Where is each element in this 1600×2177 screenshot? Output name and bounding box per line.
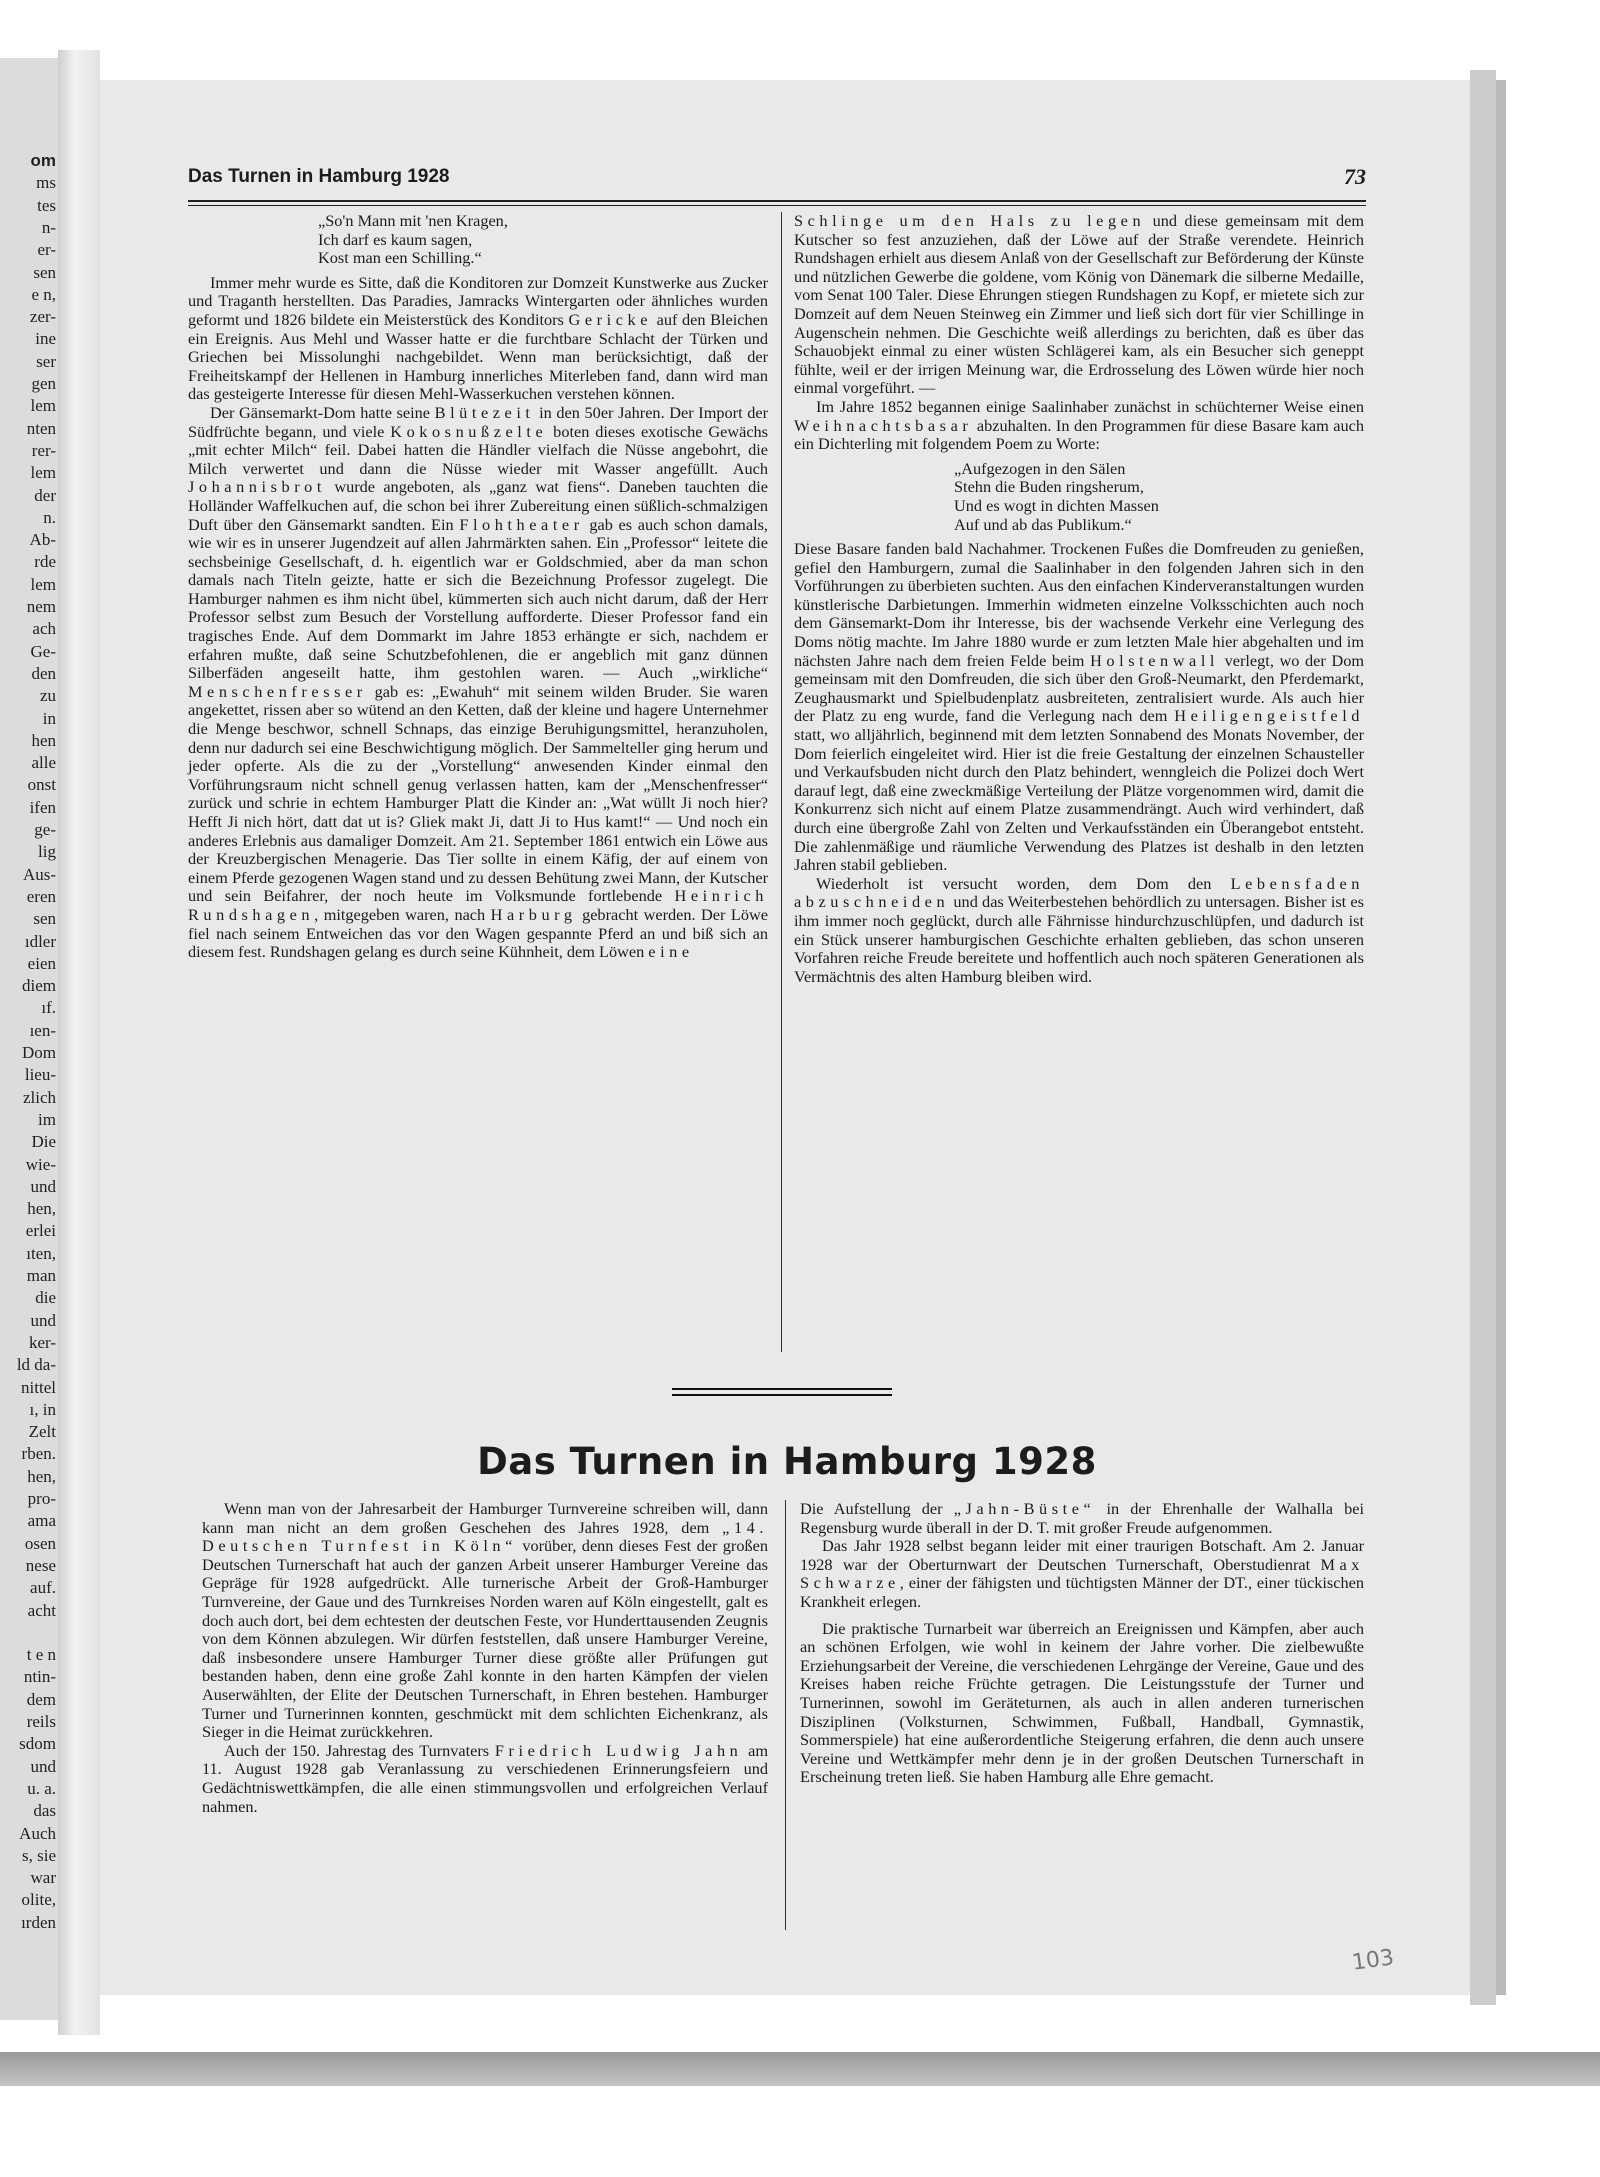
poem-line: „So'n Mann mit 'nen Kragen, (318, 211, 508, 230)
poem-2 (794, 460, 1364, 534)
fragment-line: in (42, 708, 56, 728)
paragraph: Schlinge um den Hals zu legen und diese gemeinsam mit dem Kutscher so fest anzuziehen, daß der Löwe auf der Straße verendete. Heinrich Rundshagen erhielt aus diesem Anlaß von der Gesellschaft zur Beförderung der Künste und nützlichen Gewerbe die goldene, vom König von Dänemark die silberne Medaille, vom Senat 100 Taler. Diese Ehrungen stiegen Rundshagen zu Kopf, er mietete sich zur Domzeit auf dem Neuen Steinweg ein Zimmer und ließ sich dort für vier Schillinge in Augenschein nehmen. Die Geschichte weiß allerdings zu berichten, daß es über das Schauobjekt einmal zu einer wüsten Schlägerei kam, als ein Besucher sich geneppt fühlte, weil er der irrigen Meinung war, die Erdrosselung des Löwen würde hier noch einmal vorgeführt. — (794, 211, 1365, 398)
fragment-line: ı, in (29, 1399, 56, 1419)
paragraph: Immer mehr wurde es Sitte, daß die Konditoren zur Domzeit Kunstwerke aus Zucker und Traganth herstellten. Das Paradies, Jamracks Wintergarten oder ähnliches wurden geformt und 1826 bildete ein Meisterstück des Konditors Gericke auf den Bleichen ein Ereignis. Aus Mehl und Wasser hatte er die furchtbare Schlacht der Türken und Griechen bei Missolunghi nachgebildet. Wenn man berücksichtigt, daß der Freiheitskampf der Hellenen in Hamburg innerliches Miterleben fand, dann wird man das gesteigerte Interesse für diesen Mehl-Wasserkuchen verstehen können. (188, 272, 768, 404)
fragment-line: und (30, 1310, 56, 1330)
article-title: Das Turnen in Hamburg 1928 (477, 1440, 1097, 1483)
page-edge (1470, 70, 1496, 2005)
scan-bottom-edge (0, 2052, 1600, 2086)
fragment-line: rben. (21, 1444, 56, 1464)
article2-right-column (800, 1500, 1364, 1787)
fragment-line: rer- (31, 440, 56, 460)
poem-line: Ich darf es kaum sagen, (318, 229, 473, 249)
fragment-line: alle (31, 753, 56, 773)
fragment-line: man (26, 1266, 56, 1285)
poem-1 (188, 212, 768, 268)
fragment-line: ker- (28, 1332, 56, 1352)
fragment-line: rde (34, 552, 56, 572)
fragment-line: Ge- (30, 641, 56, 661)
separator-rule (672, 1394, 892, 1396)
poem-line: Kost man een Schilling.“ (318, 248, 482, 268)
fragment-line: nem (26, 597, 56, 616)
paragraph: Auch der 150. Jahrestag des Turnvaters Friedrich Ludwig Jahn am 11. August 1928 gab Veranlassung zu verschiedenen Erinnerungsfeiern und Gedächtniswettkämpfen, die alle einen stimmungsvollen und erfolgreichen Verlauf nahmen. (202, 1740, 768, 1816)
running-header (188, 166, 1366, 192)
fragment-line: hen (31, 730, 56, 750)
running-title: Das Turnen in Hamburg 1928 (188, 166, 450, 187)
fragment-line: ge- (34, 820, 56, 839)
fragment-line: die (35, 1288, 56, 1308)
fragment-line: lem (30, 396, 56, 416)
fragment-line: eien (27, 953, 56, 973)
fragment-line: s, sie (22, 1845, 56, 1865)
fragment-line: ser (36, 351, 56, 371)
fragment-line: nittel (21, 1377, 56, 1397)
fragment-line: u. a. (27, 1778, 56, 1798)
paragraph: Im Jahre 1852 begannen einige Saalinhaber zunächst in schüchterner Weise einen Weihnachtsbasar abzuhalten. In den Programmen für diese Basare kam auch ein Dichterling mit folgendem Poem zu Worte: (794, 396, 1364, 454)
fragment-line: ine (35, 329, 56, 349)
fragment-line: und (30, 1756, 56, 1776)
fragment-line: er- (37, 240, 56, 260)
fragment-line: acht (27, 1600, 56, 1620)
paragraph: Wiederholt ist versucht worden, dem Dom den Lebensfaden abzuschneiden und das Weiterbestehen behördlich zu untersagen. Bisher ist es ihm immer noch geglückt, durch alle Fährnisse hindurchzuschlüpfen, und dadurch ist ein Stück unserer hamburgischen Geschichte erhalten geblieben, das schon unseren Vorfahren reiche Freude bereitete und hoffentlich auch noch späteren Generationen als Vermächtnis des alten Hamburg bleiben wird. (794, 873, 1364, 986)
paragraph: Wenn man von der Jahresarbeit der Hamburger Turnvereine schreiben will, dann kann man nicht an dem großen Geschehen des Jahres 1928, dem „14. Deutschen Turnfest in Köln“ vorüber, denn dieses Fest der großen Deutschen Turnerschaft hat auch der ganzen Arbeit unserer Hamburger Vereine das Gepräge für 1928 aufgedrückt. Alle turnerische Arbeit der Groß-Hamburger Turnvereine, der Gaue und des Turnkreises Norden waren auf Köln eingestellt, galt es doch auch dort, bei dem echtesten der deutschen Feste, vor Hunderttausenden Zeugnis von dem Können abzulegen. Wir dürfen feststellen, daß unsere Hamburger Vereine, daß insbesondere unsere Hamburger Turner diese größte aller Prüfungen gut bestanden haben, denn eine große Zahl konnte in den harten Kämpfen der vielen Auserwählten, der Elite der Deutschen Turnerschaft, in Ehren bestehen. Hamburger Turner und Turnerinnen konnten, geschmückt mit dem schlichten Eichenkranz, als Sieger in die Heimat zurückkehren. (202, 1499, 769, 1742)
column-rule (785, 1500, 786, 1930)
fragment-line: lem (30, 574, 56, 594)
fragment-line: tes (37, 195, 56, 215)
fragment-line: diem (22, 976, 56, 996)
fragment-line: Auch (19, 1823, 56, 1843)
fragment-line: im (38, 1109, 56, 1129)
paragraph: Die praktische Turnarbeit war überreich an Ereignissen und Kämpfen, aber auch an schönen Erfolgen, wie wohl in keinem der Jahre vorher. Die zielbewußte Erziehungsarbeit der Vereine, die verschiedenen Lehrgänge der Vereine, Gaue und des Kreises haben reiche Früchte getragen. Die Leistungsstufe der Turner und Turnerinnen, sowohl im Geräteturnen, als auch in allen anderen turnerischen Disziplinen (Volksturnen, Schwimmen, Fußball, Handball, Gymnastik, Sommerspiele) hat eine außerordentliche Steigerung erfahren, die denn auch unsere Vereine und Wettkämpfer mehr denn je in der großen Deutschen Turnerschaft in Erscheinung treten ließ. Sie haben Hamburg alle Ehre gemacht. (800, 1618, 1364, 1787)
fragment-line: sen (33, 262, 56, 282)
poem-line: Stehn die Buden ringsherum, (954, 477, 1144, 497)
fragment-line: ıen- (29, 1020, 56, 1040)
paragraph: Diese Basare fanden bald Nachahmer. Trockenen Fußes die Domfreuden zu genießen, gefiel den Hamburgern, zumal die Saalinhaber in den folgenden Jahren sich in den Vorführungen zu überbieten suchten. Aus den einfachen Kinderveranstaltungen wurden künstlerische Darbietungen. Immerhin widmeten einzelne Volksschichten auch noch dem Gänsemarkt-Dom ihr Interesse, bis der wachsende Verkehr eine Verlegung des Doms nötig machte. Im Jahre 1880 wurde er zum letzten Male hier abgehalten und im nächsten Jahre nach dem freien Felde beim Holstenwall verlegt, wo der Dom gemeinsam mit den Domfreuden, die sich über den Groß-Neumarkt, den Pferdemarkt, Zeughausmarkt und Spielbudenplatz ausbreiteten, zentralisiert wurde. Als auch hier der Platz zu eng wurde, fand die Verlegung nach dem Heiligengeistfeld statt, wo alljährlich, beginnend mit dem letzten Sonnabend des Monats November, der Dom feierlich eingeleitet wird. Hier ist die freie Gestaltung der einzelnen Schausteller und Verkaufsbuden nicht durch den Platz behindert, wenngleich die Polizei doch Wert darauf legt, daß eine zweckmäßige Verteilung der Plätze vorgenommen wird, damit die Konkurrenz sich nicht auf einem Platze zusammendrängt. Auch wird verhindert, daß durch eine übergroße Zahl von Zelten und Verkaufsständen ein Überangebot entsteht. Die zahlenmäßige und räumliche Verwendung des Platzes ist deshalb in den letzten Jahren stabil geblieben. (794, 539, 1365, 875)
paragraph: Die Aufstellung der „Jahn-Büste“ in der Ehrenhalle der Walhalla bei Regensburg wurde überall in der D. T. mit großer Freude aufgenommen. (800, 1499, 1364, 1537)
paragraph: Das Jahr 1928 selbst begann leider mit einer traurigen Botschaft. Am 2. Januar 1928 war der Oberturnwart der Deutschen Turnerschaft, Oberstudienrat Max Schwarze, einer der fähigsten und tüchtigsten Männer der DT., einer tückischen Krankheit erlegen. (800, 1536, 1364, 1611)
header-rule-thin (188, 205, 1366, 206)
fragment-line: Dom (22, 1043, 56, 1062)
poem-line: Und es wogt in dichten Massen (954, 495, 1159, 515)
fragment-line: reils (26, 1712, 56, 1731)
fragment-line: lieu- (24, 1065, 56, 1085)
fragment-line: t e n (26, 1645, 56, 1665)
article2-left-column (202, 1500, 768, 1816)
fragment-line: pro- (27, 1489, 56, 1508)
fragment-line: sdom (19, 1734, 56, 1754)
fragment-line: lem (30, 463, 56, 483)
fragment-line: war (30, 1868, 56, 1888)
fragment-line: ntin- (23, 1667, 56, 1687)
fragment-line: zu (39, 686, 56, 706)
fragment-line: und (30, 1176, 56, 1196)
article1-right-column (794, 212, 1364, 986)
fragment-line: gen (31, 374, 56, 393)
fragment-line: Ab- (29, 530, 56, 550)
fragment-line: ıdler (24, 931, 56, 951)
fragment-line: olite, (21, 1890, 56, 1910)
fragment-line: den (31, 663, 56, 683)
fragment-line: hen, (27, 1466, 56, 1486)
fragment-line: erlei (25, 1221, 56, 1241)
fragment-line: e n, (31, 284, 56, 304)
paragraph: Der Gänsemarkt-Dom hatte seine Blütezeit in den 50er Jahren. Der Import der Südfrüchte begann, und viele Kokosnußzelte boten dieses exotische Gewächs „mit echter Milch“ feil. Dabei hatten die Händler vielfach die Nüsse angebohrt, die Milch verwertet und dann die Nüsse wieder mit Wasser angefüllt. Auch Johannisbrot wurde angeboten, als „ganz wat fiens“. Daneben tauchten die Holländer Waffelkuchen auf, die schon bei ihrer Zubereitung einen süßlich-schmalzigen Duft über den Gänsemarkt sandten. Ein Flohtheater gab es auch schon damals, wie wir es in unserer Jugendzeit auf allen Jahrmärkten sahen. Ein „Professor“ leitete die sechsbeinige Gesellschaft, d. h. eigentlich war er Goldschmied, aber da man schon damals nach Titeln geizte, hatte er sich die Bezeichnung Professor zugelegt. Die Hamburger nahmen es ihm nicht übel, kümmerten sich auch nicht darum, daß der Herr Professor selbst zum Besuch der Vorstellung aufforderte. Dieser Professor fand ein tragisches Ende. Auf dem Dommarkt im Jahre 1853 erhängte er sich, nachdem er erfahren mußte, daß seine Schutzbefohlenen, die er angeblich mit ganz dünnen Silberfäden angeseilt hatte, ihm gestohlen waren. — Auch „wirkliche“ Menschenfresser gab es: „Ewahuh“ mit seinem wilden Bruder. Sie waren angekettet, rissen aber so wütend an den Ketten, daß der kleine und hagere Unternehmer die Menge beschwor, schnell Schnaps, das einzige Beruhigungsmittel, heranzuholen, denn nur dadurch sei eine Beschwichtigung möglich. Der Sammelteller ging herum und jeder opferte. Als die zu der „Vorstellung“ anwesenden Kinder einmal den Vorführungsraum nicht schnell genug verlassen hatten, kam der „Menschenfresser“ zurück und schrie in echtem Hamburger Platt die Kinder an: „Wat wüllt Ji noch hier? Hefft Ji nich hört, datt dat ut is? Gliek makt Ji, datt Ji to Hus kamt!“ — Und noch ein anderes Erlebnis aus damaliger Domzeit. Am 21. September 1861 entwich ein Löwe aus der Kreuzbergischen Menagerie. Das Tier sollte in einem Käfig, der auf einem von einem Pferde gezogenen Wagen stand und zu dessen Behütung zwei Mann, der Kutscher und sein Beifahrer, der noch heute im Volksmunde fortlebende Heinrich Rundshagen, mitgegeben waren, nach Harburg gebracht werden. Der Löwe fiel nach seinem Entweichen das vor den Wagen gespannte Pferd an und biß sich an diesem fest. Rundshagen gelang es durch seine Kühnheit, dem Löwen eine (188, 402, 769, 962)
fragment-line: auf. (30, 1578, 56, 1598)
fragment-line: ach (32, 619, 56, 639)
page-number: 73 (1344, 164, 1366, 189)
fragment-line: ifen (29, 797, 56, 817)
pencil-note: 103 (1350, 1945, 1396, 1976)
fragment-line: hen, (27, 1199, 56, 1219)
fragment-line: ıten, (26, 1243, 56, 1263)
column-rule (781, 212, 782, 1352)
header-rule (188, 200, 1366, 202)
poem-line: Auf und ab das Publikum.“ (954, 514, 1132, 534)
poem-line: „Aufgezogen in den Sälen (954, 458, 1126, 478)
book-gutter (58, 50, 100, 2035)
fragment-line: ıf. (41, 998, 56, 1018)
fragment-line: n- (41, 217, 56, 237)
article1-left-column (188, 212, 768, 962)
fragment-line: dem (26, 1689, 56, 1709)
left-page-fragment (0, 58, 58, 2020)
fragment-line: lig (38, 842, 56, 862)
fragment-line: ld da- (16, 1355, 56, 1375)
fragment-line: ırden (21, 1912, 56, 1932)
fragment-line: eren (26, 886, 56, 906)
fragment-line: das (33, 1801, 56, 1821)
fragment-line: ms (36, 173, 56, 193)
separator-rule (672, 1388, 892, 1390)
fragment-line: Aus- (22, 864, 56, 884)
fragment-line: wie- (25, 1154, 56, 1174)
fragment-line: om (30, 151, 56, 170)
fragment-line: Die (31, 1132, 56, 1152)
fragment-line: onst (27, 775, 56, 795)
fragment-line: ama (27, 1511, 56, 1531)
fragment-line: zer- (29, 307, 56, 327)
fragment-line: osen (24, 1533, 56, 1553)
fragment-line: zlich (22, 1087, 56, 1107)
fragment-line: nten (26, 418, 56, 438)
fragment-line: n. (43, 507, 56, 527)
fragment-line: der (34, 485, 56, 505)
fragment-line: nese (25, 1555, 56, 1575)
fragment-line: Zelt (28, 1422, 56, 1442)
fragment-line: sen (33, 909, 56, 929)
